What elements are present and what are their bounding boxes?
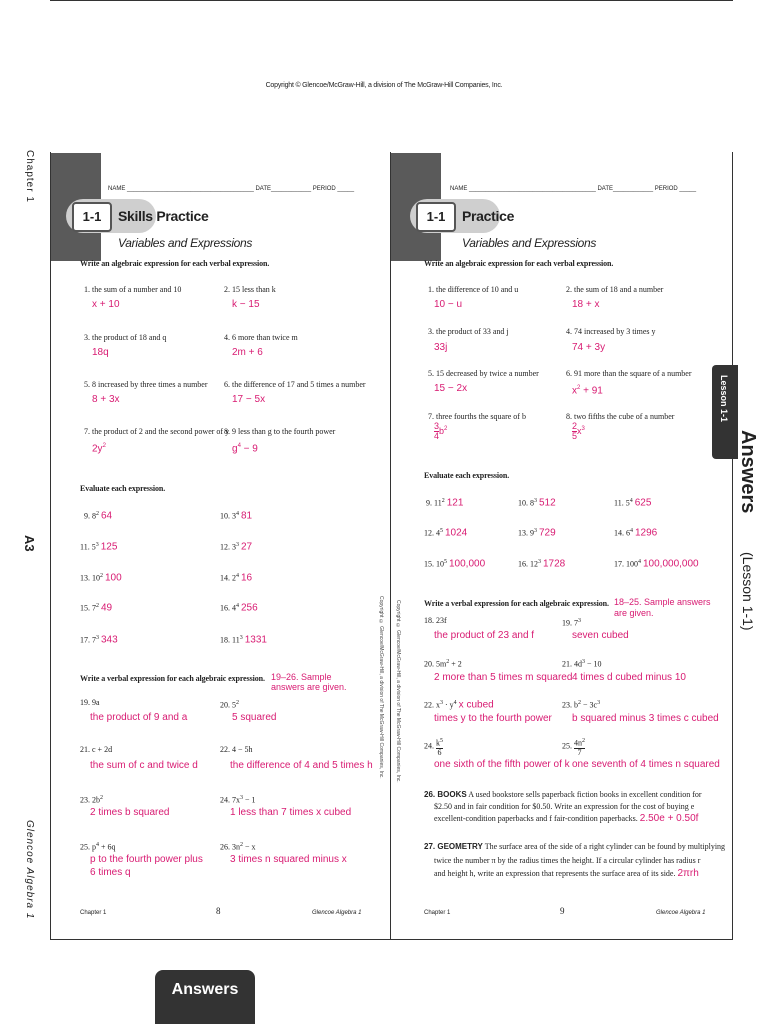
left-instruction-2: Evaluate each expression. bbox=[80, 484, 166, 493]
left-q18: 18. 11 bbox=[220, 635, 240, 645]
side-answers-heading: Answers bbox=[737, 430, 759, 514]
right-q1: 1. the difference of 10 and u bbox=[428, 285, 519, 294]
left-q11: 11. 5 bbox=[80, 542, 96, 552]
right-q19: 19. 7 bbox=[562, 618, 578, 628]
right-a20: 2 more than 5 times m squared bbox=[434, 672, 573, 683]
right-q15: 15. 10 bbox=[424, 559, 444, 569]
left-q2: 2. 15 less than k bbox=[224, 285, 276, 294]
left-q20-wrap: 20. $5^2$ bbox=[220, 700, 239, 710]
right-q24-wrap: 24. $\frac{k^5}{6}$ bbox=[424, 738, 443, 757]
left-a2: k − 15 bbox=[232, 299, 260, 310]
left-q19: 19. 9a bbox=[80, 698, 100, 707]
left-subtitle: Variables and Expressions bbox=[118, 236, 253, 250]
frame-right bbox=[732, 152, 733, 940]
right-q17-wrap: 17. $100^4$ 100,000,000 bbox=[614, 558, 699, 570]
left-q25: 25. p bbox=[80, 842, 96, 852]
left-a17: 343 bbox=[101, 634, 118, 646]
left-q20: 20. 5 bbox=[220, 700, 236, 710]
right-q20: 20. 5m bbox=[424, 659, 447, 669]
right-q10: 10. 8 bbox=[518, 498, 534, 508]
left-q9-wrap: 9. $8^2$ 64 bbox=[84, 510, 113, 522]
left-footer-chapter: Chapter 1 bbox=[80, 910, 107, 916]
right-a13: 729 bbox=[539, 527, 556, 539]
right-q26-line3 bbox=[434, 814, 698, 824]
left-q18-wrap: 18. $11^3$ 1331 bbox=[220, 634, 267, 646]
right-a2: 18 + x bbox=[572, 299, 600, 310]
right-q9-wrap: 9. $11^2$ 121 bbox=[426, 497, 464, 509]
left-q22: 22. 4 − 5h bbox=[220, 745, 253, 754]
right-name-line: NAME ______________________________________ DATE____________ PERIOD _____ bbox=[450, 186, 697, 192]
right-q17: 17. 100 bbox=[614, 559, 638, 569]
left-q13-wrap: 13. $10^2$ 100 bbox=[80, 572, 122, 584]
left-lesson-badge: 1-1 bbox=[72, 202, 112, 232]
left-q16: 16. 4 bbox=[220, 603, 236, 613]
left-a10: 81 bbox=[241, 510, 253, 522]
left-a7-wrap: $2y^2$ bbox=[92, 443, 106, 455]
right-q22-wrap: 22. $x^3 \cdot y^4$ x cubed bbox=[424, 699, 494, 711]
right-a18: the product of 23 and f bbox=[434, 630, 535, 641]
right-a17: 100,000,000 bbox=[643, 558, 699, 570]
right-q6: 6. 91 more than the square of a number bbox=[566, 369, 692, 378]
side-page-code: A3 bbox=[22, 535, 37, 552]
left-a25b: 6 times q bbox=[90, 867, 131, 878]
left-q24: 24. 7x bbox=[220, 795, 240, 805]
right-a21: 4 times d cubed minus 10 bbox=[572, 672, 686, 683]
lesson-tab-label: Lesson 1-1 bbox=[719, 375, 729, 423]
right-q18: 18. 23f bbox=[424, 616, 447, 625]
left-a13: 100 bbox=[105, 572, 122, 584]
left-a7: 2y bbox=[92, 443, 103, 455]
right-q27-label: 27. GEOMETRY bbox=[424, 842, 483, 851]
left-instruction-3: Write a verbal expression for each algebraic expression. bbox=[80, 674, 265, 683]
left-q25-wrap: 25. $p^4 + 6q$ bbox=[80, 842, 116, 852]
right-q21: 21. 4d bbox=[562, 659, 582, 669]
side-book-label: Glencoe Algebra 1 bbox=[24, 820, 35, 920]
left-a18: 1331 bbox=[244, 634, 267, 646]
right-a24: one sixth of the fifth power of k bbox=[434, 759, 570, 770]
right-q27-text3: and height h, write an expression that represents the surface area of its side. bbox=[434, 869, 676, 878]
left-a22: the difference of 4 and 5 times h bbox=[230, 760, 373, 771]
right-q27-text2: twice the number π by the radius times the height. If a circular cylinder has radius r bbox=[434, 856, 701, 865]
right-lesson-badge: 1-1 bbox=[416, 202, 456, 232]
right-q2: 2. the sum of 18 and a number bbox=[566, 285, 664, 294]
left-a9: 64 bbox=[101, 510, 113, 522]
right-q16-wrap: 16. $12^3$ 1728 bbox=[518, 558, 566, 570]
left-q5: 5. 8 increased by three times a number bbox=[84, 380, 208, 389]
left-q13: 13. 10 bbox=[80, 573, 100, 583]
left-q8: 8. 9 less than g to the fourth power bbox=[224, 427, 336, 436]
left-a3: 18q bbox=[92, 347, 109, 358]
right-a26: 2.50e + 0.50f bbox=[639, 813, 699, 824]
left-note-3: 19–26. Sample answers are given. bbox=[271, 672, 347, 692]
right-q26-text1: A used bookstore sells paperback fiction books in excellent condition for bbox=[468, 790, 702, 799]
right-q24: 24. bbox=[424, 741, 434, 751]
left-name-line: NAME ______________________________________ DATE____________ PERIOD _____ bbox=[108, 186, 355, 192]
right-a12: 1024 bbox=[445, 527, 468, 539]
left-q7: 7. the product of 2 and the second power of y bbox=[84, 427, 230, 436]
right-q12: 12. 4 bbox=[424, 528, 440, 538]
right-footer-chapter: Chapter 1 bbox=[424, 910, 451, 916]
left-a21: the sum of c and twice d bbox=[90, 760, 198, 771]
right-q25: 25. bbox=[562, 741, 572, 751]
side-lesson-label: (Lesson 1-1) bbox=[740, 552, 756, 631]
right-a15: 100,000 bbox=[449, 558, 486, 570]
left-q17: 17. 7 bbox=[80, 635, 96, 645]
right-q27-line3 bbox=[434, 869, 699, 879]
right-q13: 13. 9 bbox=[518, 528, 534, 538]
right-a3: 33j bbox=[434, 342, 448, 353]
left-q26-wrap: 26. $3n^2 - x$ bbox=[220, 842, 256, 852]
left-a26: 3 times n squared minus x bbox=[230, 854, 347, 865]
right-q26-text3: excellent-condition paperbacks and f fair-condition paperbacks. bbox=[434, 814, 638, 823]
right-q13-wrap: 13. $9^3$ 729 bbox=[518, 527, 556, 539]
right-q14-wrap: 14. $6^4$ 1296 bbox=[614, 527, 658, 539]
right-q16: 16. 12 bbox=[518, 559, 538, 569]
left-a19: the product of 9 and a bbox=[90, 712, 188, 723]
right-a19: seven cubed bbox=[572, 630, 629, 641]
right-q20-wrap: 20. $5m^2 + 2$ bbox=[424, 659, 462, 669]
left-a14: 16 bbox=[241, 572, 253, 584]
right-a25: one seventh of 4 times n squared bbox=[572, 759, 720, 770]
right-a6-wrap: $x^2 + 91$ bbox=[572, 385, 603, 397]
right-a6: x bbox=[572, 385, 577, 397]
left-q14-wrap: 14. $2^4$ 16 bbox=[220, 572, 253, 584]
right-q11: 11. 5 bbox=[614, 498, 630, 508]
left-a20: 5 squared bbox=[232, 712, 277, 723]
left-q15: 15. 7 bbox=[80, 603, 96, 613]
left-q24-wrap: 24. $7x^3 - 1$ bbox=[220, 795, 256, 805]
left-q23: 23. 2b bbox=[80, 795, 100, 805]
right-a4: 74 + 3y bbox=[572, 342, 606, 353]
left-q15-wrap: 15. $7^2$ 49 bbox=[80, 602, 113, 614]
page-divider bbox=[390, 152, 391, 940]
right-q26-label: 26. BOOKS bbox=[424, 790, 467, 799]
right-q26-line1 bbox=[424, 790, 702, 800]
left-a1: x + 10 bbox=[92, 299, 120, 310]
left-q16-wrap: 16. $4^4$ 256 bbox=[220, 602, 258, 614]
right-q3: 3. the product of 33 and j bbox=[428, 327, 509, 336]
right-q26-text2: $2.50 and in fair condition for $0.50. Write an expression for the cost of buying e bbox=[434, 802, 695, 811]
right-q21-wrap: 21. $4d^3 - 10$ bbox=[562, 659, 602, 669]
right-a7: $\frac{3}{4}$ $b^2$ bbox=[434, 421, 448, 441]
left-q12: 12. 3 bbox=[220, 542, 236, 552]
right-instruction-2: Evaluate each expression. bbox=[424, 471, 510, 480]
frame-bottom bbox=[50, 939, 733, 940]
right-q7: 7. three fourths the square of b bbox=[428, 412, 526, 421]
right-q19-wrap: 19. $7^3$ bbox=[562, 618, 581, 628]
right-q23-wrap: 23. $b^2 - 3c^3$ bbox=[562, 700, 601, 710]
right-footer-book: Glencoe Algebra 1 bbox=[656, 910, 706, 916]
answers-tab-label: Answers bbox=[171, 981, 239, 998]
right-a5: 15 − 2x bbox=[434, 383, 468, 394]
left-q11-wrap: 11. $5^3$ 125 bbox=[80, 541, 118, 553]
left-a11: 125 bbox=[100, 541, 118, 553]
right-q14: 14. 6 bbox=[614, 528, 630, 538]
right-a8: $\frac{2}{5}$ $x^3$ bbox=[572, 421, 585, 441]
right-page-number: 9 bbox=[560, 906, 565, 916]
frame-left bbox=[50, 152, 51, 940]
right-q5: 5. 15 decreased by twice a number bbox=[428, 369, 539, 378]
right-q4: 4. 74 increased by 3 times y bbox=[566, 327, 656, 336]
left-a23: 2 times b squared bbox=[90, 807, 170, 818]
left-footer-book: Glencoe Algebra 1 bbox=[312, 910, 362, 916]
right-q8: 8. two fifths the cube of a number bbox=[566, 412, 675, 421]
left-q1: 1. the sum of a number and 10 bbox=[84, 285, 182, 294]
left-q6: 6. the difference of 17 and 5 times a number bbox=[224, 380, 366, 389]
right-q12-wrap: 12. $4^5$ 1024 bbox=[424, 527, 468, 539]
right-a22: times y to the fourth power bbox=[434, 713, 552, 724]
copyright-line: Copyright © Glencoe/McGraw-Hill, a division of The McGraw-Hill Companies, Inc. bbox=[265, 82, 503, 89]
left-q23-wrap: 23. $2b^2$ bbox=[80, 795, 103, 805]
right-instruction-3: Write a verbal expression for each algebraic expression. bbox=[424, 599, 609, 608]
left-q3: 3. the product of 18 and q bbox=[84, 333, 167, 342]
right-q22: 22. x bbox=[424, 700, 440, 710]
right-q27-line1 bbox=[424, 842, 725, 852]
left-a8-wrap: $g^4 - 9$ bbox=[232, 443, 258, 455]
left-page-number: 8 bbox=[216, 906, 221, 916]
right-a14: 1296 bbox=[635, 527, 658, 539]
right-q9: 9. 11 bbox=[426, 498, 442, 508]
right-a11: 625 bbox=[634, 497, 652, 509]
answers-tab-bottom bbox=[155, 970, 255, 1024]
left-q10-wrap: 10. $3^4$ 81 bbox=[220, 510, 253, 522]
left-a12: 27 bbox=[241, 541, 253, 553]
left-a4: 2m + 6 bbox=[232, 347, 263, 358]
left-q26: 26. 3n bbox=[220, 842, 240, 852]
right-a10: 512 bbox=[539, 497, 556, 509]
right-q23: 23. b bbox=[562, 700, 578, 710]
left-q21: 21. c + 2d bbox=[80, 745, 113, 754]
lesson-tab bbox=[712, 365, 738, 459]
right-title: Practice bbox=[462, 208, 515, 224]
frame-top bbox=[50, 0, 733, 1]
right-a9: 121 bbox=[446, 497, 464, 509]
left-a25a: p to the fourth power plus bbox=[90, 854, 203, 865]
right-a27: 2πrh bbox=[677, 868, 699, 879]
right-a1: 10 − u bbox=[434, 299, 463, 310]
gutter-copyright: Copyright © Glencoe/McGraw-Hill, a division of The McGraw-Hill Companies, Inc. bbox=[378, 596, 384, 779]
left-q17-wrap: 17. $7^3$ 343 bbox=[80, 634, 118, 646]
left-q4: 4. 6 more than twice m bbox=[224, 333, 298, 342]
left-a15: 49 bbox=[101, 602, 113, 614]
right-q10-wrap: 10. $8^3$ 512 bbox=[518, 497, 556, 509]
right-a23: b squared minus 3 times c cubed bbox=[572, 713, 719, 724]
left-q12-wrap: 12. $3^3$ 27 bbox=[220, 541, 253, 553]
left-title: Skills Practice bbox=[118, 208, 209, 224]
right-q25-wrap: 25. $\frac{4n^2}{7}$ bbox=[562, 738, 585, 757]
side-chapter-label: Chapter 1 bbox=[24, 150, 35, 203]
right-note-3: 18–25. Sample answers are given. bbox=[614, 597, 711, 618]
left-a24: 1 less than 7 times x cubed bbox=[230, 807, 352, 818]
right-q27-text1: The surface area of the side of a right cylinder can be found by multiplying bbox=[484, 842, 726, 851]
left-a16: 256 bbox=[241, 602, 258, 614]
right-q11-wrap: 11. $5^4$ 625 bbox=[614, 497, 652, 509]
right-a16: 1728 bbox=[543, 558, 566, 570]
right-q15-wrap: 15. $10^5$ 100,000 bbox=[424, 558, 486, 570]
right-instruction-1: Write an algebraic expression for each verbal expression. bbox=[424, 259, 614, 268]
right-subtitle: Variables and Expressions bbox=[462, 236, 597, 250]
left-instruction-1: Write an algebraic expression for each verbal expression. bbox=[80, 259, 270, 268]
left-a5: 8 + 3x bbox=[92, 394, 120, 405]
left-a8: g bbox=[232, 443, 238, 455]
left-q9: 9. 8 bbox=[84, 511, 96, 521]
left-q10: 10. 3 bbox=[220, 511, 236, 521]
gutter-copyright-right: Copyright © Glencoe/McGraw-Hill, a division of The McGraw-Hill Companies, Inc. bbox=[395, 600, 401, 783]
left-q14: 14. 2 bbox=[220, 573, 236, 583]
left-a6: 17 − 5x bbox=[232, 394, 266, 405]
